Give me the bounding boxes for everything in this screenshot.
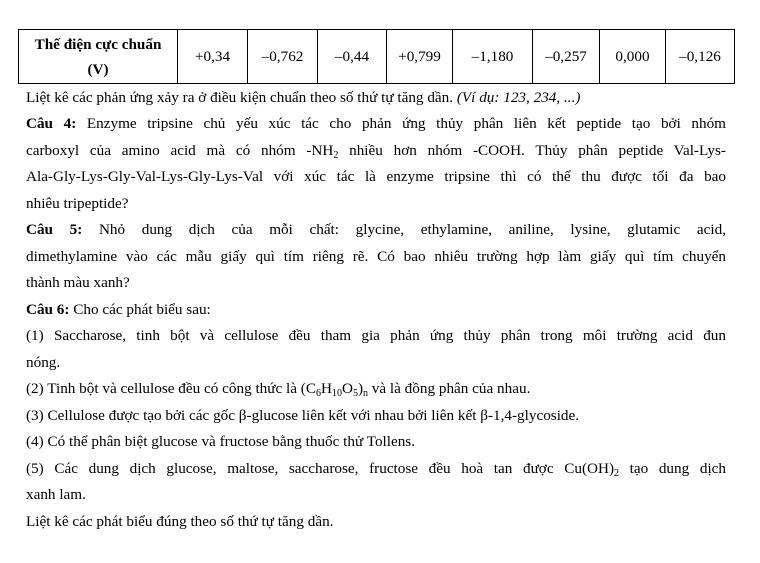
q4-line-4: nhiêu tripeptide?	[26, 194, 129, 212]
q5-line-2: dimethylamine vào các mẫu giấy quì tím riêng rẽ. Có bao nhiêu trường hợp làm giấy quì tím chuyển	[26, 247, 726, 265]
q6-statement-5-cont: xanh lam.	[26, 486, 86, 503]
q4-label: Câu 4:	[26, 115, 77, 132]
potential-value-cell: –0,257	[533, 30, 600, 84]
potential-value-cell: +0,799	[387, 30, 453, 84]
q5-line-3: thành màu xanh?	[26, 274, 130, 291]
q5-line-1: Câu 5: Nhỏ dung dịch của mỗi chất: glycine, ethylamine, aniline, lysine, glutamic acid,	[26, 221, 726, 238]
q4-line-2: carboxyl của amino acid mà có nhóm $-NH_2$ nhiều hơn nhóm -COOH. Thủy phân peptide Val-Lys-	[26, 141, 726, 161]
instruction-text: Liệt kê các phản ứng xảy ra ở điều kiện chuẩn theo số thứ tự tăng dần.	[26, 89, 457, 106]
q4-line-3: Ala-Gly-Lys-Gly-Val-Lys-Gly-Lys-Val với xúc tác là enzyme tripsine thì có thể thu được tối đa bao	[26, 168, 726, 185]
q6-statement-4: (4) Có thể phân biệt glucose và fructose bằng thuốc thử Tollens.	[26, 433, 416, 450]
potential-value-cell: 0,000	[600, 30, 666, 84]
header-line-1: Thế điện cực chuẩn	[34, 35, 162, 53]
table-header-cell	[19, 30, 178, 84]
q6-statement-1-cont: nóng.	[26, 353, 61, 371]
q6-statement-3: (3) Cellulose được tạo bởi các gốc β-glucose liên kết với nhau bởi liên kết β-1,4-glycoside.	[26, 406, 580, 424]
potential-value-cell: –0,126	[666, 30, 735, 84]
potential-value-cell: +0,34	[178, 30, 248, 84]
electrode-potential-table	[18, 29, 735, 84]
list-instruction	[26, 85, 726, 112]
table-row	[19, 30, 735, 84]
header-line-2: (V)	[87, 60, 109, 78]
q6-statement-5: (5) Các dung dịch glucose, maltose, saccharose, fructose đều hoà tan được $Cu(OH)_2$ tạo dung dịch	[26, 459, 726, 479]
q4-line-1: Câu 4: Enzyme tripsine chủ yếu xúc tác cho phản ứng thủy phân liên kết peptide tạo bởi nhóm	[26, 115, 726, 132]
potential-value-cell: –0,44	[318, 30, 387, 84]
potential-value-cell: –1,180	[453, 30, 533, 84]
instruction-example: (Ví dụ: 123, 234, ...)	[456, 89, 581, 106]
q6-final-instruction: Liệt kê các phát biểu đúng theo số thứ tự tăng dần.	[26, 512, 334, 530]
q6-label: Câu 6:	[26, 300, 70, 318]
q6-statement-1: (1) Saccharose, tinh bột và cellulose đều tham gia phản ứng thủy phân trong môi trường acid đun	[26, 327, 726, 344]
q5-label: Câu 5:	[26, 221, 83, 238]
q6-intro: Câu 6: Cho các phát biểu sau:	[26, 300, 211, 318]
q6-statement-2: (2) Tinh bột và cellulose đều có công thức là $(C_6H_{10}O_5)_n$ và là đồng phân của nhau.	[26, 380, 531, 399]
potential-value-cell: –0,762	[248, 30, 318, 84]
